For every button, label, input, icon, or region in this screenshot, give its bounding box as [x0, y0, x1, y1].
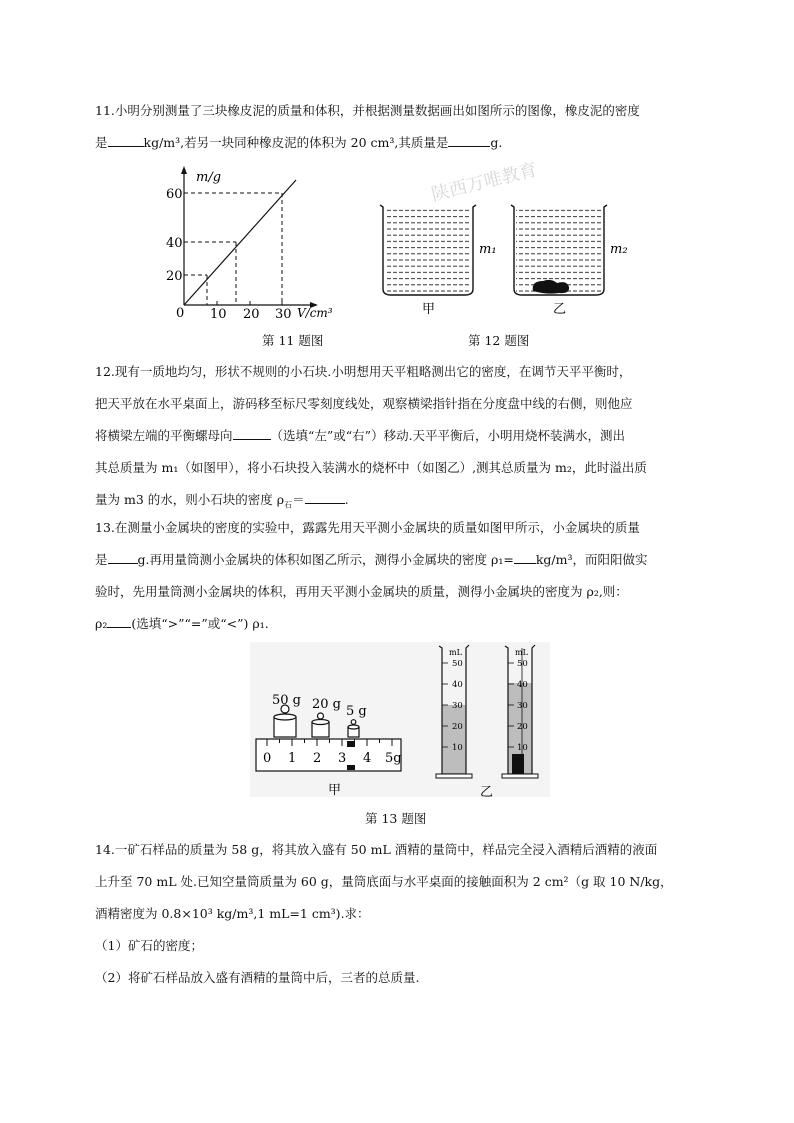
- q11-text-b: kg/m³,若另一块同种橡皮泥的体积为 20 cm³,其质量是: [143, 135, 449, 150]
- q11-line-2: [95, 127, 707, 159]
- cyl-tick-label: 20: [517, 722, 528, 732]
- scale-label: 2: [313, 751, 322, 766]
- question-13: [95, 512, 707, 640]
- answer-blank[interactable]: [448, 132, 490, 147]
- q12-sub: 石: [284, 500, 293, 510]
- q13-text-d: ρ₂: [95, 616, 108, 631]
- x-axis-label: V/cm³: [297, 306, 333, 320]
- label-jia: 甲: [328, 783, 342, 798]
- cyl-tick-label: 50: [452, 659, 463, 669]
- q12-line-4: 其总质量为 m₁（如图甲），将小石块投入装满水的烧杯中（如图乙）,测其总质量为 m₂，此时溢出质: [95, 460, 647, 475]
- question-14: [95, 834, 707, 994]
- answer-blank[interactable]: [514, 549, 536, 564]
- caption-figure-13: 第 13 题图: [365, 811, 427, 826]
- figure-11-graph: [160, 160, 360, 320]
- cyl-tick-label: 30: [517, 701, 528, 711]
- q12-text-d: ＝: [292, 492, 305, 507]
- watermark-text: 陕西万唯教育: [429, 159, 540, 206]
- q14-line-5: （2）将矿石样品放入盛有酒精的量筒中后，三者的总质量.: [95, 970, 420, 985]
- answer-blank[interactable]: [107, 613, 131, 628]
- q13-line-3: 验时，先用量筒测小金属块的体积，再用天平测小金属块的质量，测得小金属块的密度为 ρ₂,则：: [95, 584, 628, 599]
- label-m2: m₂: [610, 242, 628, 257]
- q12-text-e: .: [344, 492, 349, 507]
- y-tick-label: 60: [166, 187, 183, 202]
- q14-line-4: （1）矿石的密度；: [95, 938, 203, 953]
- weight-label: 5 g: [346, 704, 367, 719]
- water-right: [516, 207, 602, 293]
- q12-text-c: 量为 m3 的水，则小石块的密度 ρ: [95, 492, 285, 507]
- q12-line-1: 12.现有一质地均匀，形状不规则的小石块.小明想用天平粗略测出它的密度，在调节天平平衡时，: [95, 364, 632, 379]
- answer-blank[interactable]: [233, 425, 271, 440]
- q13-text-c: kg/m³，而阳阳做实: [535, 552, 648, 567]
- y-axis-label: m/g: [196, 170, 222, 185]
- answer-blank[interactable]: [108, 549, 138, 564]
- q13-line-2: [95, 544, 707, 576]
- cyl-tick-label: 30: [452, 701, 463, 711]
- q13-text-e: (选填“>”“=”或“<”) ρ₁.: [131, 616, 269, 631]
- cyl-tick-label: 40: [452, 680, 463, 690]
- weight-label: 20 g: [312, 697, 341, 712]
- question-11: [95, 95, 707, 159]
- rider-bottom: [347, 765, 355, 770]
- q14-line-1: 14.一矿石样品的质量为 58 g，将其放入盛有 50 mL 酒精的量筒中，样品完全浸入酒精后酒精的液面: [95, 842, 658, 857]
- q13-text-b: g.再用量筒测小金属块的体积如图乙所示，测得小金属块的密度 ρ₁=: [137, 552, 514, 567]
- scale-label: 4: [363, 751, 372, 766]
- q11-line-1: 11.小明分别测量了三块橡皮泥的质量和体积，并根据测量数据画出如图所示的图像，橡皮泥的密度: [95, 103, 640, 118]
- scale-label: 1: [288, 751, 297, 766]
- x-tick-label: 20: [243, 307, 260, 320]
- q12-text-a: 将横梁左端的平衡螺母向: [95, 428, 233, 443]
- q11-text-c: g.: [490, 135, 503, 150]
- weight-label: 50 g: [272, 693, 301, 708]
- cyl-tick-label: 20: [452, 722, 463, 732]
- question-12: [95, 356, 707, 516]
- cyl-tick-label: 40: [517, 680, 528, 690]
- rider: [347, 741, 355, 747]
- y-tick-label: 20: [166, 269, 183, 284]
- q12-line-2: 把天平放在水平桌面上，游码移至标尺零刻度线处，观察横梁指针指在分度盘中线的右侧，则他应: [95, 396, 633, 411]
- water-left: [385, 207, 471, 293]
- x-tick-label: 30: [275, 307, 292, 320]
- q13-text-a: 是: [95, 552, 108, 567]
- y-tick-label: 40: [166, 236, 183, 251]
- caption-figure-11: 第 11 题图: [262, 333, 324, 348]
- scale-label: 5g: [385, 751, 402, 766]
- label-m1: m₁: [479, 242, 497, 257]
- label-yi: 乙: [480, 785, 494, 800]
- x-tick-label: 10: [210, 307, 227, 320]
- q14-line-3: 酒精密度为 0.8×10³ kg/m³,1 mL=1 cm³).求：: [95, 906, 370, 921]
- cyl-tick-label: 10: [517, 743, 528, 753]
- cyl-unit: mL: [449, 648, 462, 657]
- q12-line-3: [95, 420, 707, 452]
- origin-label: 0: [176, 306, 185, 320]
- label-yi: 乙: [553, 302, 567, 317]
- cyl-tick-label: 10: [452, 743, 463, 753]
- figure-13: [250, 642, 550, 802]
- scale-label: 3: [338, 751, 347, 766]
- answer-blank[interactable]: [305, 489, 345, 504]
- y-axis-arrow: [181, 166, 187, 174]
- caption-figure-12: 第 12 题图: [468, 333, 530, 348]
- answer-blank[interactable]: [108, 132, 144, 147]
- balance-scale: [256, 739, 401, 771]
- figure-12-beakers: [375, 195, 645, 320]
- cyl-unit: mL: [515, 648, 528, 657]
- q14-line-2: 上升至 70 mL 处.已知空量筒质量为 60 g，量筒底面与水平桌面的接触面积为 2 cm²（g 取 10 N/kg，: [95, 874, 673, 889]
- scale-label: 0: [263, 751, 272, 766]
- q13-line-1: 13.在测量小金属块的密度的实验中，露露先用天平测小金属块的质量如图甲所示，小金属块的质量: [95, 520, 640, 535]
- q13-line-4: [95, 608, 707, 640]
- q12-text-b: （选填“左”或“右”）移动.天平平衡后，小明用烧杯装满水，测出: [270, 428, 626, 443]
- label-jia: 甲: [422, 302, 436, 317]
- cyl-tick-label: 50: [517, 659, 528, 669]
- q11-text-a: 是: [95, 135, 108, 150]
- metal-block: [512, 754, 524, 774]
